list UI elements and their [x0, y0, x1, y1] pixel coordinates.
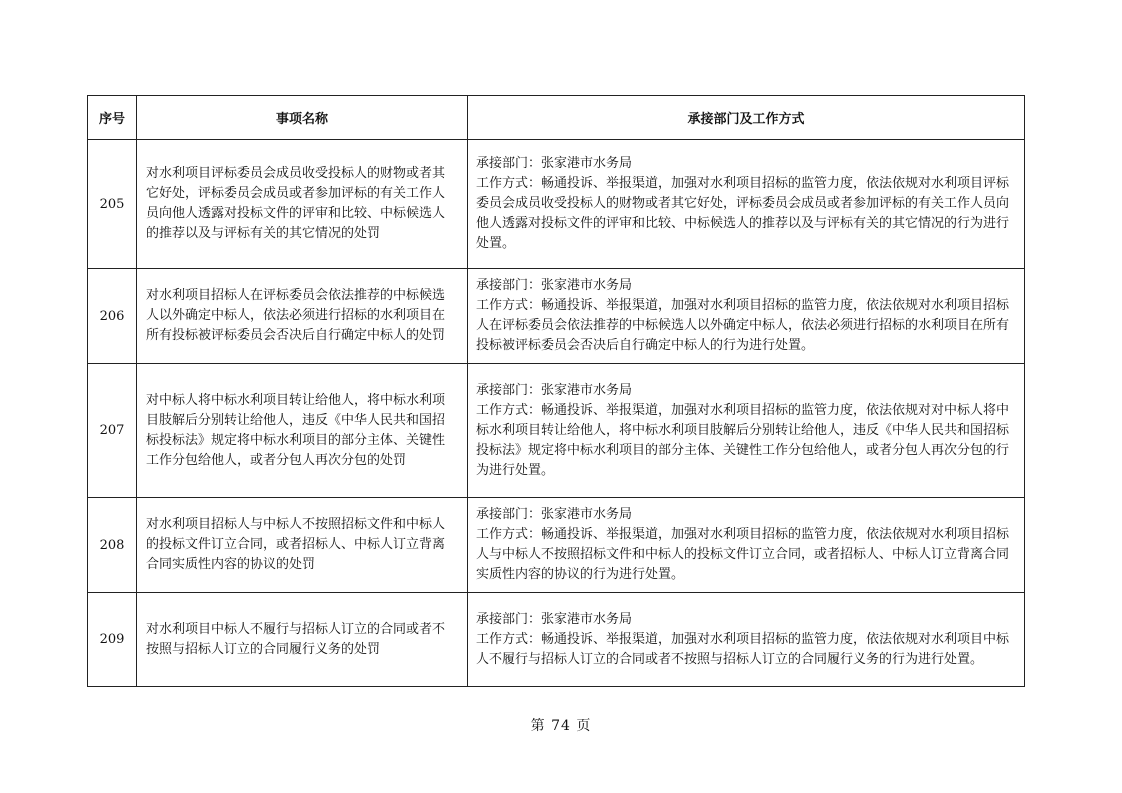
table-row	[88, 140, 1025, 269]
row-department-cell	[468, 498, 1025, 593]
row-department-cell	[468, 364, 1025, 498]
row-index: 206	[88, 269, 137, 364]
table-row	[88, 364, 1025, 498]
row-index: 205	[88, 140, 137, 269]
row-index: 208	[88, 498, 137, 593]
row-work-method: 工作方式：畅通投诉、举报渠道，加强对水利项目招标的监管力度，依法依规对水利项目中标人不履行与招标人订立的合同或者不按照与招标人订立的合同履行义务的行为进行处置。	[476, 631, 1010, 667]
row-department-cell	[468, 593, 1025, 687]
table-row	[88, 498, 1025, 593]
row-item-name: 对水利项目招标人在评标委员会依法推荐的中标候选人以外确定中标人，依法必须进行招标的水利项目在所有投标被评标委员会否决后自行确定中标人的处罚	[137, 269, 468, 364]
header-department: 承接部门及工作方式	[468, 96, 1025, 140]
matters-table	[87, 95, 1025, 687]
table-row	[88, 593, 1025, 687]
header-index: 序号	[88, 96, 137, 140]
row-item-name: 对中标人将中标水利项目转让给他人，将中标水利项目肢解后分别转让给他人，违反《中华人民共和国招标投标法》规定将中标水利项目的部分主体、关键性工作分包给他人，或者分包人再次分包的处罚	[137, 364, 468, 498]
row-department: 承接部门：张家港市水务局	[476, 156, 633, 171]
row-department-cell	[468, 269, 1025, 364]
row-work-method: 工作方式：畅通投诉、举报渠道，加强对水利项目招标的监管力度，依法依规对水利项目招标人在评标委员会依法推荐的中标候选人以外确定中标人，依法必须进行招标的水利项目在所有投标被评标委员会否决后自行确定中标人的行为进行处置。	[476, 298, 1010, 353]
row-work-method: 工作方式：畅通投诉、举报渠道，加强对水利项目招标的监管力度，依法依规对水利项目评标委员会成员收受投标人的财物或者其它好处，评标委员会成员或者参加评标的有关工作人员向他人透露对投标文件的评审和比较、中标候选人的推荐以及与评标有关的其它情况的行为进行处置。	[476, 176, 1010, 251]
row-item-name: 对水利项目评标委员会成员收受投标人的财物或者其它好处，评标委员会成员或者参加评标的有关工作人员向他人透露对投标文件的评审和比较、中标候选人的推荐以及与评标有关的其它情况的处罚	[137, 140, 468, 269]
header-name: 事项名称	[137, 96, 468, 140]
row-work-method: 工作方式：畅通投诉、举报渠道，加强对水利项目招标的监管力度，依法依规对水利项目招标人与中标人不按照招标文件和中标人的投标文件订立合同，或者招标人、中标人订立背离合同实质性内容的协议的行为进行处置。	[476, 527, 1010, 582]
row-department: 承接部门：张家港市水务局	[476, 611, 633, 627]
row-work-method: 工作方式：畅通投诉、举报渠道，加强对水利项目招标的监管力度，依法依规对对中标人将中标水利项目转让给他人，将中标水利项目肢解后分别转让给他人，违反《中华人民共和国招标投标法》规定将中标水利项目的部分主体、关键性工作分包给他人，或者分包人再次分包的行为进行处置。	[476, 402, 1010, 478]
row-department: 承接部门：张家港市水务局	[476, 507, 633, 522]
row-department: 承接部门：张家港市水务局	[476, 278, 633, 293]
row-index: 207	[88, 364, 137, 498]
row-department-cell	[468, 140, 1025, 269]
row-item-name: 对水利项目中标人不履行与招标人订立的合同或者不按照与招标人订立的合同履行义务的处罚	[137, 593, 468, 687]
row-item-name: 对水利项目招标人与中标人不按照招标文件和中标人的投标文件订立合同，或者招标人、中标人订立背离合同实质性内容的协议的处罚	[137, 498, 468, 593]
table-row	[88, 269, 1025, 364]
row-index: 209	[88, 593, 137, 687]
page-number: 第 74 页	[530, 718, 592, 734]
row-department: 承接部门：张家港市水务局	[476, 382, 633, 398]
table-header-row	[88, 96, 1025, 140]
